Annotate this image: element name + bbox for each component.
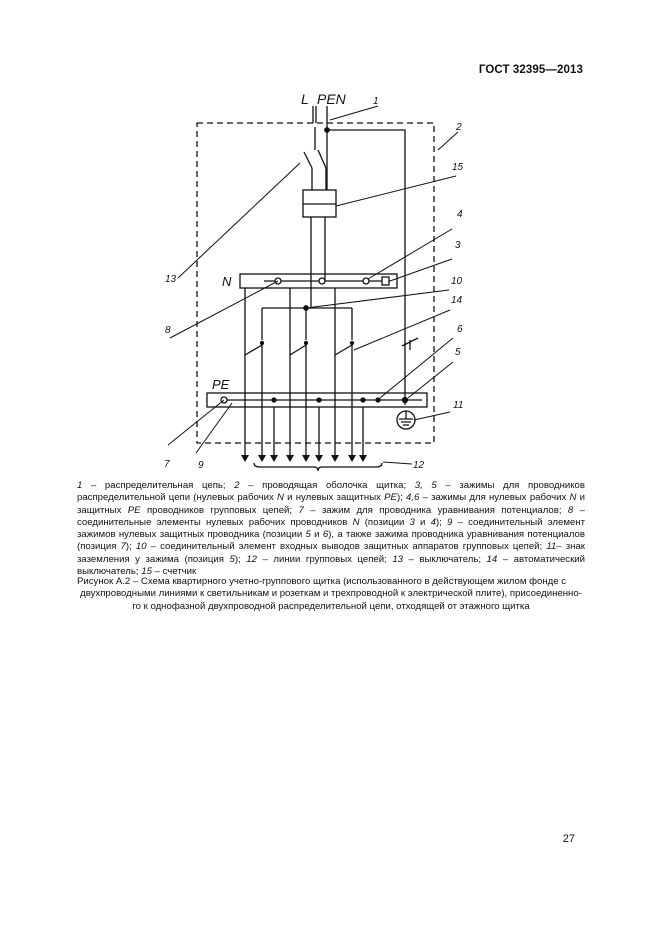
leader-lines: [168, 106, 458, 464]
callout-6: 6: [457, 324, 463, 335]
legend-text: );: [396, 492, 407, 504]
legend-ref: N: [276, 492, 284, 504]
brace-12: [254, 463, 382, 471]
callout-2: 2: [456, 122, 462, 133]
legend-text: – соединительный элемент зажимов нулевых защитных проводника (позиции: [77, 516, 585, 541]
legend-ref: N: [352, 516, 360, 528]
legend-ref: 4,6: [406, 492, 420, 504]
legend-ref: 11: [546, 541, 557, 553]
callout-12: 12: [413, 460, 425, 471]
legend-ref: 2: [234, 480, 240, 491]
legend-ref: 5: [305, 529, 311, 541]
caption-line-1: Рисунок А.2 – Схема квартирного учетно-группового щитка (использованного в действующем жилом фонде с: [77, 576, 567, 587]
legend-text: – зажимы для нулевых рабочих: [419, 492, 570, 504]
callout-4: 4: [457, 209, 463, 220]
switch-13: [304, 150, 326, 168]
legend-ref: 7: [120, 541, 126, 553]
legend-ref: PE: [127, 504, 141, 516]
page-number: 27: [562, 833, 575, 845]
legend-ref: 14: [486, 553, 498, 565]
legend-ref: N: [569, 492, 577, 504]
legend-text: – распределительная цепь;: [82, 480, 235, 491]
label-pen: PEN: [317, 91, 346, 107]
legend-text: – знак заземления у зажима (позиция: [77, 541, 585, 565]
legend-ref: 1: [77, 480, 83, 491]
legend-ref: 15: [141, 566, 152, 578]
callout-3: 3: [455, 240, 461, 251]
pe-terminal-5: [403, 398, 408, 403]
line-pen: [327, 106, 405, 405]
breaker-3: [335, 330, 352, 362]
label-l: L: [301, 91, 309, 107]
group-line-arrows: [241, 455, 367, 462]
legend-text: – зажим для проводника уравнивания потенциалов;: [303, 504, 568, 516]
legend-text: );: [435, 516, 448, 528]
legend-ref: 10: [135, 541, 147, 553]
enclosure-outline: [197, 123, 434, 443]
legend-text: – выключатель;: [402, 553, 487, 565]
legend-text: );: [125, 541, 136, 553]
callout-7: 7: [164, 459, 170, 470]
legend-text: и нулевых защитных: [283, 492, 385, 504]
callout-8: 8: [165, 325, 171, 336]
callout-14: 14: [451, 295, 463, 306]
legend-ref: PE: [384, 492, 397, 504]
legend-text: и защитных: [77, 492, 585, 516]
switch-13-down: [312, 168, 326, 190]
pe-terminal-b: [317, 398, 321, 402]
callout-10: 10: [451, 276, 463, 287]
meter-out: [311, 217, 325, 308]
pen-node: [325, 128, 329, 132]
legend-ref: 4: [430, 516, 436, 528]
figure-legend: [77, 480, 585, 578]
callout-5: 5: [455, 347, 461, 358]
legend-ref: 6: [322, 529, 329, 541]
callout-9: 9: [198, 460, 204, 471]
line-l: [313, 106, 316, 123]
legend-text: – автоматический выключатель;: [77, 553, 586, 578]
legend-text: – зажимы для проводников распределительной цепи (нулевых рабочих: [77, 480, 585, 504]
label-pe-bus: PE: [212, 377, 230, 392]
legend-text: );: [234, 553, 247, 565]
caption-line-2: двухпроводными линиями к светильникам и розеткам и трехпроводной к электрической плите), присоединенно-: [80, 588, 582, 600]
pe-terminal-a: [272, 398, 276, 402]
legend-text: – соединительный элемент входных выводов защитных аппаратов групповых цепей;: [146, 541, 547, 553]
breaker-2: [290, 330, 306, 362]
callout-numbers: [164, 96, 464, 471]
legend-text: (позиции: [359, 516, 410, 528]
legend-ref: 3, 5: [414, 480, 437, 491]
legend-ref: 8: [567, 504, 574, 516]
legend-text: – соединительные элементы нулевых рабочих проводников: [77, 504, 585, 528]
callout-15: 15: [452, 162, 464, 173]
legend-text: – линии групповых цепей;: [256, 553, 393, 565]
legend-text: – счетчик: [151, 566, 197, 578]
n-terminal-3: [382, 277, 389, 285]
pe-terminal-6: [376, 398, 380, 402]
legend-ref: 9: [447, 516, 453, 528]
legend-text: проводников групповых цепей;: [140, 504, 299, 516]
n-terminal-center: [319, 278, 325, 284]
legend-ref: 7: [298, 504, 304, 516]
legend-ref: 13: [392, 553, 403, 565]
pe-terminal-c: [361, 398, 365, 402]
legend-ref: 5: [229, 553, 235, 565]
label-n-bus: N: [222, 274, 232, 289]
callout-13: 13: [165, 274, 177, 285]
legend-text: – проводящая оболочка щитка;: [239, 480, 415, 491]
legend-text: ), а также зажима проводника уравнивания потенциалов (позиция: [77, 529, 585, 553]
legend-ref: 3: [409, 516, 415, 528]
figure-caption: [77, 576, 585, 613]
standard-header: ГОСТ 32395—2013: [478, 64, 583, 76]
callout-11: 11: [453, 400, 464, 411]
legend-ref: 12: [246, 553, 257, 565]
legend-text: и: [414, 516, 431, 528]
breaker-1: [245, 330, 262, 362]
breaker-bus-10: [262, 308, 352, 330]
legend-text: и: [310, 529, 323, 541]
caption-line-3: го к однофазной двухпроводной распределительной цепи, отходящей от этажного щитка: [132, 600, 530, 612]
callout-1: 1: [373, 96, 379, 107]
